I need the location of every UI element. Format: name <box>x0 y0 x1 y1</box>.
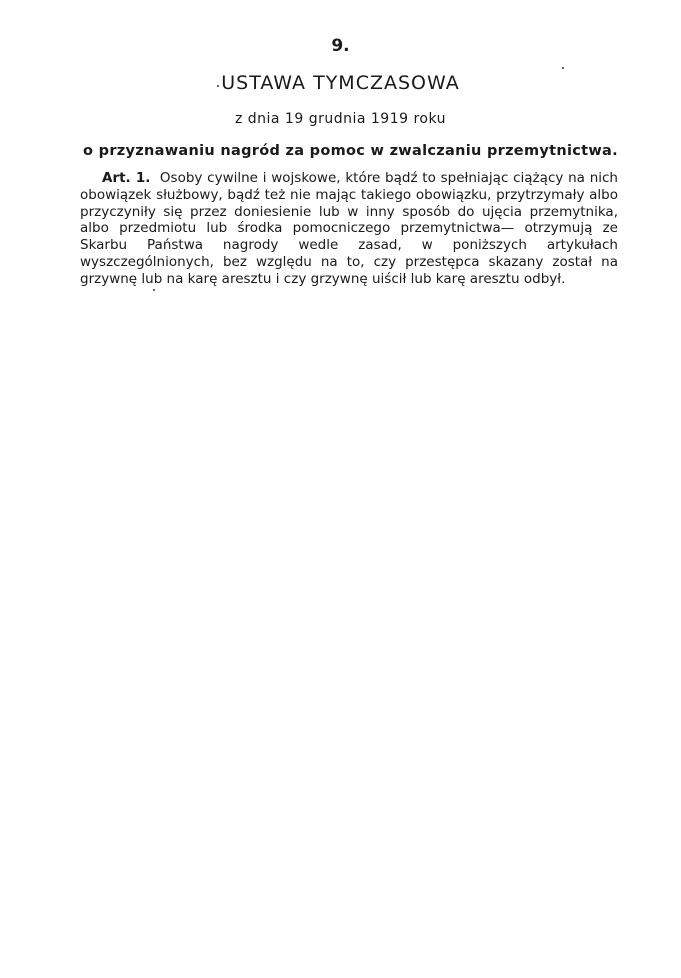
article-text: Osoby cywilne i wojskowe, które bądź to spełniając ciążący na nich obowiązek służbowy, bądź też nie mając takiego obowiązku, przytrzymały albo przyczyniły się przez doniesienie lub w inny sposób do ujęcia przemytnika, albo przedmiotu lub środka pomocniczego przemytnictwa— otrzymują ze Skarbu Państwa nagrody wedle zasad, w poniższych artykułach wyszczególnionych, bez względu na to, czy przestępca skazany został na grzywnę lub na karę aresztu i czy grzywnę uiścił lub karę aresztu odbył. <box>80 170 618 287</box>
article-1 <box>80 170 618 288</box>
date-line: z dnia 19 grudnia 1919 roku <box>234 111 447 127</box>
scan-speck <box>153 289 155 291</box>
article-label: Art. 1. <box>102 170 151 186</box>
document-number: 9. <box>331 36 350 56</box>
scan-speck <box>562 67 564 69</box>
document-title: USTAWA TYMCZASOWA <box>221 72 460 94</box>
subject-heading: o przyznawaniu nagród za pomoc w zwalczaniu przemytnictwa. <box>83 143 618 159</box>
scan-speck <box>217 85 219 87</box>
